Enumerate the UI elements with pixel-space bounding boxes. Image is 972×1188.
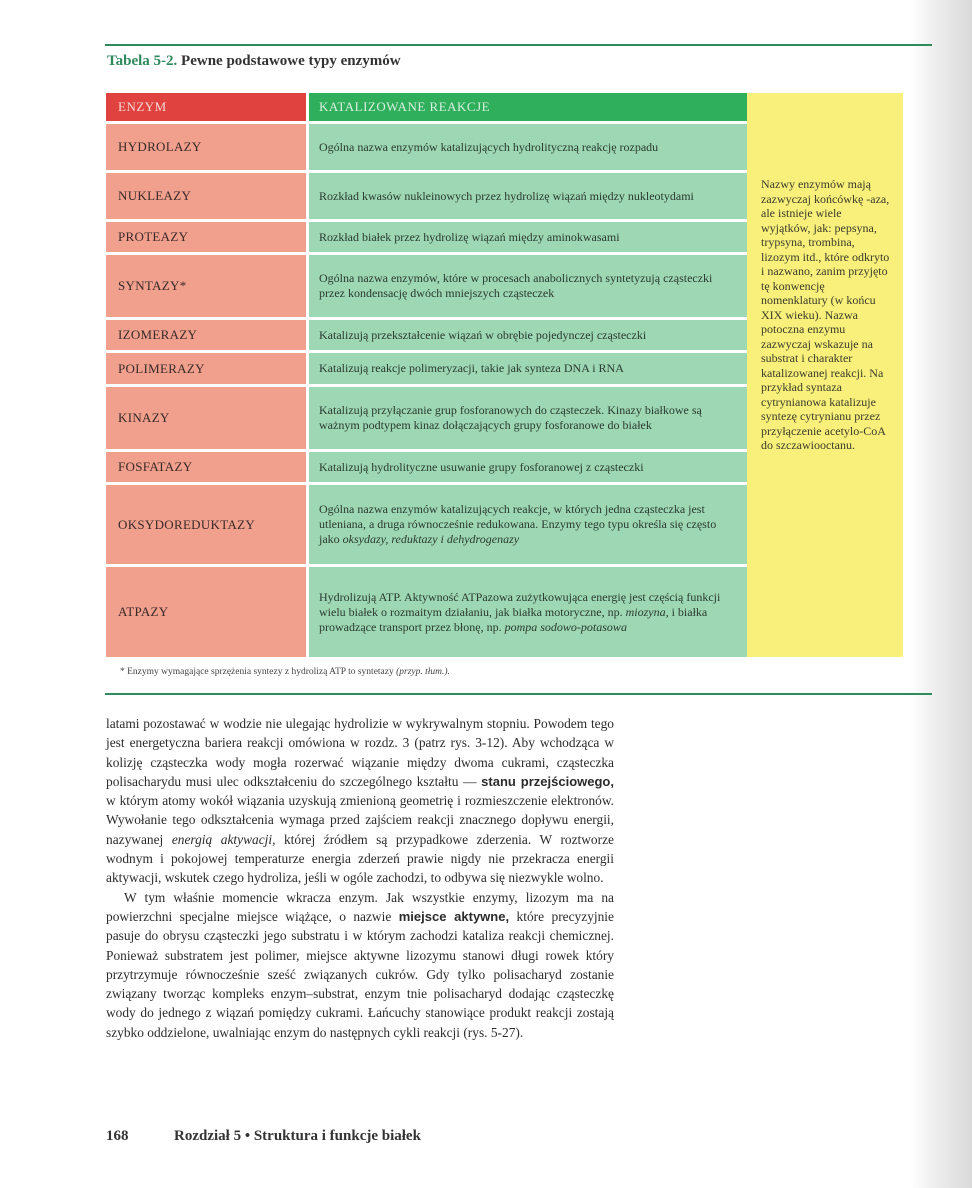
table-row-reaction: Ogólna nazwa enzymów katalizujących hydrolityczną reakcję rozpadu bbox=[309, 124, 747, 170]
table-row-enzyme: POLIMERAZY bbox=[106, 353, 306, 384]
reaction-column bbox=[309, 93, 747, 657]
table-row-reaction: Katalizują przyłączanie grup fosforanowych do cząsteczek. Kinazy białkowe są ważnym podtypem kinaz dołączających grupy fosforanowe do białek bbox=[309, 387, 747, 449]
table-row-enzyme: FOSFATAZY bbox=[106, 452, 306, 482]
chapter-title: Rozdział 5 • Struktura i funkcje białek bbox=[174, 1128, 421, 1144]
top-rule bbox=[105, 44, 932, 46]
table-row-enzyme: PROTEAZY bbox=[106, 222, 306, 252]
table-row-enzyme: NUKLEAZY bbox=[106, 173, 306, 219]
table-footnote: * Enzymy wymagające sprzężenia syntezy z hydrolizą ATP to syntetazy (przyp. tłum.). bbox=[120, 667, 450, 677]
table-row-reaction: Rozkład kwasów nukleinowych przez hydrolizę wiązań między nukleotydami bbox=[309, 173, 747, 219]
table-row-enzyme: IZOMERAZY bbox=[106, 320, 306, 350]
table-row-reaction: Ogólna nazwa enzymów, które w procesach anabolicznych syntetyzują cząsteczki przez kondensację dwóch mniejszych cząsteczek bbox=[309, 255, 747, 317]
side-note-text: Nazwy enzymów mają zazwyczaj końcówkę -aza, ale istnieje wiele wyjątków, jak: pepsyna, trypsyna, trombina, lizozym itd., które odkryto i nazwano, zanim przyjęto tę konwencję nomenklatury (w końcu XIX wieku). Nazwa potoczna enzymu zazwyczaj wskazuje na substrat i charakter katalizowanej reakcji. Na przykład syntaza cytrynianowa katalizuje syntezę cytrynianu przez przyłączenie acetylo-CoA do szczawiooctanu. bbox=[761, 177, 890, 452]
table-row-reaction: Katalizują hydrolityczne usuwanie grupy fosforanowej z cząsteczki bbox=[309, 452, 747, 482]
table-row-enzyme: SYNTAZY* bbox=[106, 255, 306, 317]
enzyme-column bbox=[106, 93, 306, 657]
page-number: 168 bbox=[106, 1128, 129, 1144]
table-row-reaction: Ogólna nazwa enzymów katalizujących reakcje, w których jedna cząsteczka jest utleniana, a druga równocześnie redukowana. Enzymy tego typu określa się często jako oksydazy, reduktazy i dehydrogenazy bbox=[309, 485, 747, 564]
bottom-rule bbox=[105, 693, 932, 695]
page-footer bbox=[106, 1128, 421, 1145]
table-row-reaction: Hydrolizują ATP. Aktywność ATPazowa zużytkowująca energię jest częścią funkcji wielu białek o rozmaitym działaniu, jak białka motoryczne, np. miozyna, i białka prowadzące transport przez błonę, np. pompa sodowo-potasowa bbox=[309, 567, 747, 657]
table-row-reaction: Katalizują reakcje polimeryzacji, takie jak synteza DNA i RNA bbox=[309, 353, 747, 384]
paragraph: latami pozostawać w wodzie nie ulegając hydrolizie w wykrywalnym stopniu. Powodem tego jest energetyczna bariera reakcji omówiona w rozdz. 3 (patrz rys. 3-12). Aby wchodząca w kolizję cząsteczka wody mogła rozerwać wiązanie między dwoma cukrami, cząsteczka polisacharydu musi ulec odkształceniu do szczególnego kształtu — stanu przejściowego, w którym atomy wokół wiązania uzyskują zmienioną geometrię i rozmieszczenie elektronów. Wywołanie tego odkształcenia wymaga przed zajściem reakcji znacznego dopływu energii, nazywanej energią aktywacji, której źródłem są przypadkowe zderzenia. W roztworze wodnym i pokojowej temperaturze energia zderzeń prawie nigdy nie przekracza energii aktywacji, wskutek czego hydroliza, jeśli w ogóle zachodzi, to odbywa się niezwykle wolno. bbox=[106, 716, 614, 886]
table-caption bbox=[107, 53, 401, 70]
header-reactions: KATALIZOWANE REAKCJE bbox=[309, 93, 747, 121]
side-note-panel bbox=[747, 93, 903, 657]
table-caption-number: Tabela 5-2. bbox=[107, 53, 178, 69]
paragraph: W tym właśnie momencie wkracza enzym. Jak wszystkie enzymy, lizozym ma na powierzchni specjalne miejsce wiążące, o nazwie miejsce aktywne, które precyzyjnie pasuje do obrysu cząsteczki jego substratu i w którym zachodzi kataliza reakcji chemicznej. Ponieważ substratem jest polimer, miejsce aktywne lizozymu stanowi długi rowek który przytrzymuje równocześnie sześć związanych cukrów. Gdy tylko polisacharyd zostanie związany tworząc kompleks enzym–substrat, enzym tnie polisacharyd dodając cząsteczkę wody do jednego z wiązań pomiędzy cukrami. Łańcuchy stanowiące produkt reakcji zostają szybko oddzielone, uwalniając enzym do następnych cykli reakcji (rys. 5-27). bbox=[106, 889, 614, 1040]
table-row-enzyme: KINAZY bbox=[106, 387, 306, 449]
table-caption-title: Pewne podstawowe typy enzymów bbox=[181, 53, 401, 69]
table-row-reaction: Rozkład białek przez hydrolizę wiązań między aminokwasami bbox=[309, 222, 747, 252]
body-text bbox=[106, 714, 614, 1042]
page-edge-shadow bbox=[910, 0, 972, 1188]
table-row-reaction: Katalizują przekształcenie wiązań w obrębie pojedynczej cząsteczki bbox=[309, 320, 747, 350]
table-row-enzyme: ATPAZY bbox=[106, 567, 306, 657]
table-row-enzyme: OKSYDOREDUKTAZY bbox=[106, 485, 306, 564]
table-row-enzyme: HYDROLAZY bbox=[106, 124, 306, 170]
enzyme-table bbox=[106, 93, 903, 657]
header-enzyme: ENZYM bbox=[106, 93, 306, 121]
